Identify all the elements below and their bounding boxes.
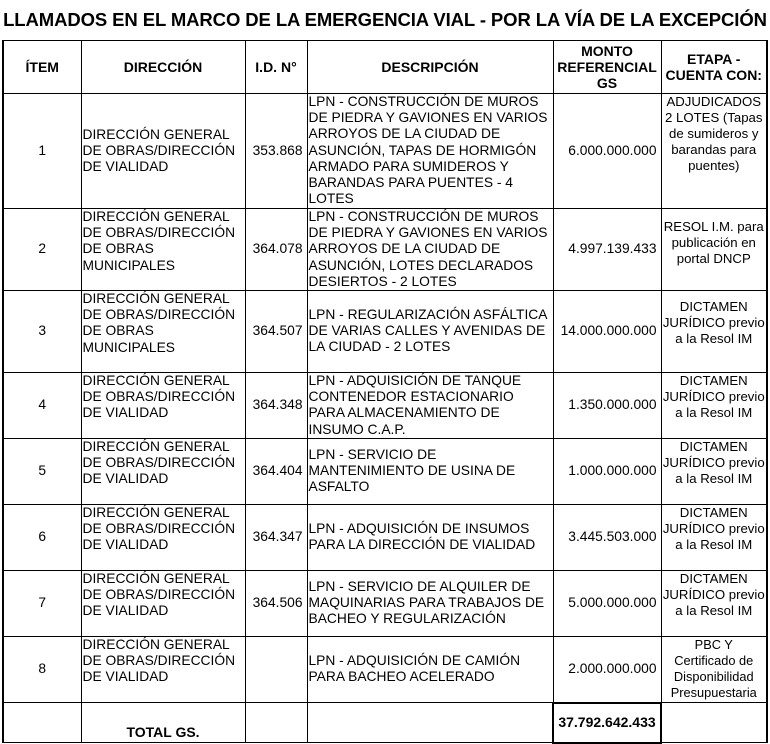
header-etapa: ETAPA - CUENTA CON: xyxy=(661,41,767,94)
cell-item: 1 xyxy=(3,94,81,209)
cell-monto: 4.997.139.433 xyxy=(553,209,661,291)
cell-direccion: DIRECCIÓN GENERAL DE OBRAS/DIRECCIÓN DE VIALIDAD xyxy=(81,571,245,637)
cell-item: 2 xyxy=(3,209,81,291)
table-row xyxy=(3,439,767,505)
cell-id: 364.404 xyxy=(245,439,307,505)
cell-etapa: DICTAMEN JURÍDICO previo a la Resol IM xyxy=(661,439,767,505)
cell-descripcion: LPN - REGULARIZACIÓN ASFÁLTICA DE VARIAS CALLES Y AVENIDAS DE LA CIUDAD - 2 LOTES xyxy=(307,291,553,373)
cell-descripcion: LPN - SERVICIO DE ALQUILER DE MAQUINARIAS PARA TRABAJOS DE BACHEO Y REGULARIZACIÓN xyxy=(307,571,553,637)
cell-etapa: ADJUDICADOS 2 LOTES (Tapas de sumideros y barandas para puentes) xyxy=(661,94,767,209)
table-row xyxy=(3,94,767,209)
cell-etapa: RESOL I.M. para publicación en portal DNCP xyxy=(661,209,767,291)
cell-id: 364.347 xyxy=(245,505,307,571)
cell-id: 364.348 xyxy=(245,373,307,439)
cell-etapa: DICTAMEN JURÍDICO previo a la Resol IM xyxy=(661,373,767,439)
cell-id xyxy=(245,637,307,703)
cell-item: 3 xyxy=(3,291,81,373)
header-direccion: DIRECCIÓN xyxy=(81,41,245,94)
cell-monto: 1.000.000.000 xyxy=(553,439,661,505)
cell-monto: 1.350.000.000 xyxy=(553,373,661,439)
cell-monto: 6.000.000.000 xyxy=(553,94,661,209)
cell-id: 364.507 xyxy=(245,291,307,373)
cell-direccion: DIRECCIÓN GENERAL DE OBRAS/DIRECCIÓN DE VIALIDAD xyxy=(81,637,245,703)
total-row xyxy=(3,703,767,743)
header-monto: MONTO REFERENCIAL GS xyxy=(553,41,661,94)
cell-direccion: DIRECCIÓN GENERAL DE OBRAS/DIRECCIÓN DE VIALIDAD xyxy=(81,505,245,571)
cell-item: 8 xyxy=(3,637,81,703)
cell-direccion: DIRECCIÓN GENERAL DE OBRAS/DIRECCIÓN DE VIALIDAD xyxy=(81,439,245,505)
cell-id: 364.078 xyxy=(245,209,307,291)
page-title: LLAMADOS EN EL MARCO DE LA EMERGENCIA VIAL - POR LA VÍA DE LA EXCEPCIÓN xyxy=(3,9,767,30)
header-row xyxy=(3,41,767,94)
table-row xyxy=(3,505,767,571)
cell-direccion: DIRECCIÓN GENERAL DE OBRAS/DIRECCIÓN DE VIALIDAD xyxy=(81,94,245,209)
cell-monto: 14.000.000.000 xyxy=(553,291,661,373)
cell-id: 353.868 xyxy=(245,94,307,209)
cell-item: 4 xyxy=(3,373,81,439)
cell-monto: 3.445.503.000 xyxy=(553,505,661,571)
table-row xyxy=(3,373,767,439)
header-descripcion: DESCRIPCIÓN xyxy=(307,41,553,94)
cell-id: 364.506 xyxy=(245,571,307,637)
table-row xyxy=(3,291,767,373)
cell-monto: 2.000.000.000 xyxy=(553,637,661,703)
cell-descripcion: LPN - CONSTRUCCIÓN DE MUROS DE PIEDRA Y GAVIONES EN VARIOS ARROYOS DE LA CIUDAD DE ASUNCIÓN, TAPAS DE HORMIGÓN ARMADO PARA SUMIDEROS Y BARANDAS PARA PUENTES - 4 LOTES xyxy=(307,94,553,209)
table-row xyxy=(3,571,767,637)
cell-descripcion: LPN - SERVICIO DE MANTENIMIENTO DE USINA DE ASFALTO xyxy=(307,439,553,505)
total-amount: 37.792.642.433 xyxy=(553,703,661,743)
table-row xyxy=(3,637,767,703)
cell-item: 7 xyxy=(3,571,81,637)
header-item: ÍTEM xyxy=(3,41,81,94)
table-row xyxy=(3,209,767,291)
header-id: I.D. N° xyxy=(245,41,307,94)
cell-descripcion: LPN - ADQUISICIÓN DE INSUMOS PARA LA DIRECCIÓN DE VIALIDAD xyxy=(307,505,553,571)
cell-item: 5 xyxy=(3,439,81,505)
cell-descripcion: LPN - ADQUISICIÓN DE TANQUE CONTENEDOR ESTACIONARIO PARA ALMACENAMIENTO DE INSUMO C.A.P. xyxy=(307,373,553,439)
cell-monto: 5.000.000.000 xyxy=(553,571,661,637)
cell-direccion: DIRECCIÓN GENERAL DE OBRAS/DIRECCIÓN DE OBRAS MUNICIPALES xyxy=(81,209,245,291)
cell-item: 6 xyxy=(3,505,81,571)
cell-etapa: PBC Y Certificado de Disponibilidad Presupuestaria xyxy=(661,637,767,703)
total-label: TOTAL GS. xyxy=(81,703,245,743)
llamados-table xyxy=(2,40,768,744)
cell-direccion: DIRECCIÓN GENERAL DE OBRAS/DIRECCIÓN DE OBRAS MUNICIPALES xyxy=(81,291,245,373)
cell-descripcion: LPN - CONSTRUCCIÓN DE MUROS DE PIEDRA Y GAVIONES EN VARIOS ARROYOS DE LA CIUDAD DE ASUNCIÓN, LOTES DECLARADOS DESIERTOS - 2 LOTES xyxy=(307,209,553,291)
cell-etapa: DICTAMEN JURÍDICO previo a la Resol IM xyxy=(661,505,767,571)
cell-etapa: DICTAMEN JURÍDICO previo a la Resol IM xyxy=(661,571,767,637)
cell-direccion: DIRECCIÓN GENERAL DE OBRAS/DIRECCIÓN DE VIALIDAD xyxy=(81,373,245,439)
cell-etapa: DICTAMEN JURÍDICO previo a la Resol IM xyxy=(661,291,767,373)
cell-descripcion: LPN - ADQUISICIÓN DE CAMIÓN PARA BACHEO ACELERADO xyxy=(307,637,553,703)
